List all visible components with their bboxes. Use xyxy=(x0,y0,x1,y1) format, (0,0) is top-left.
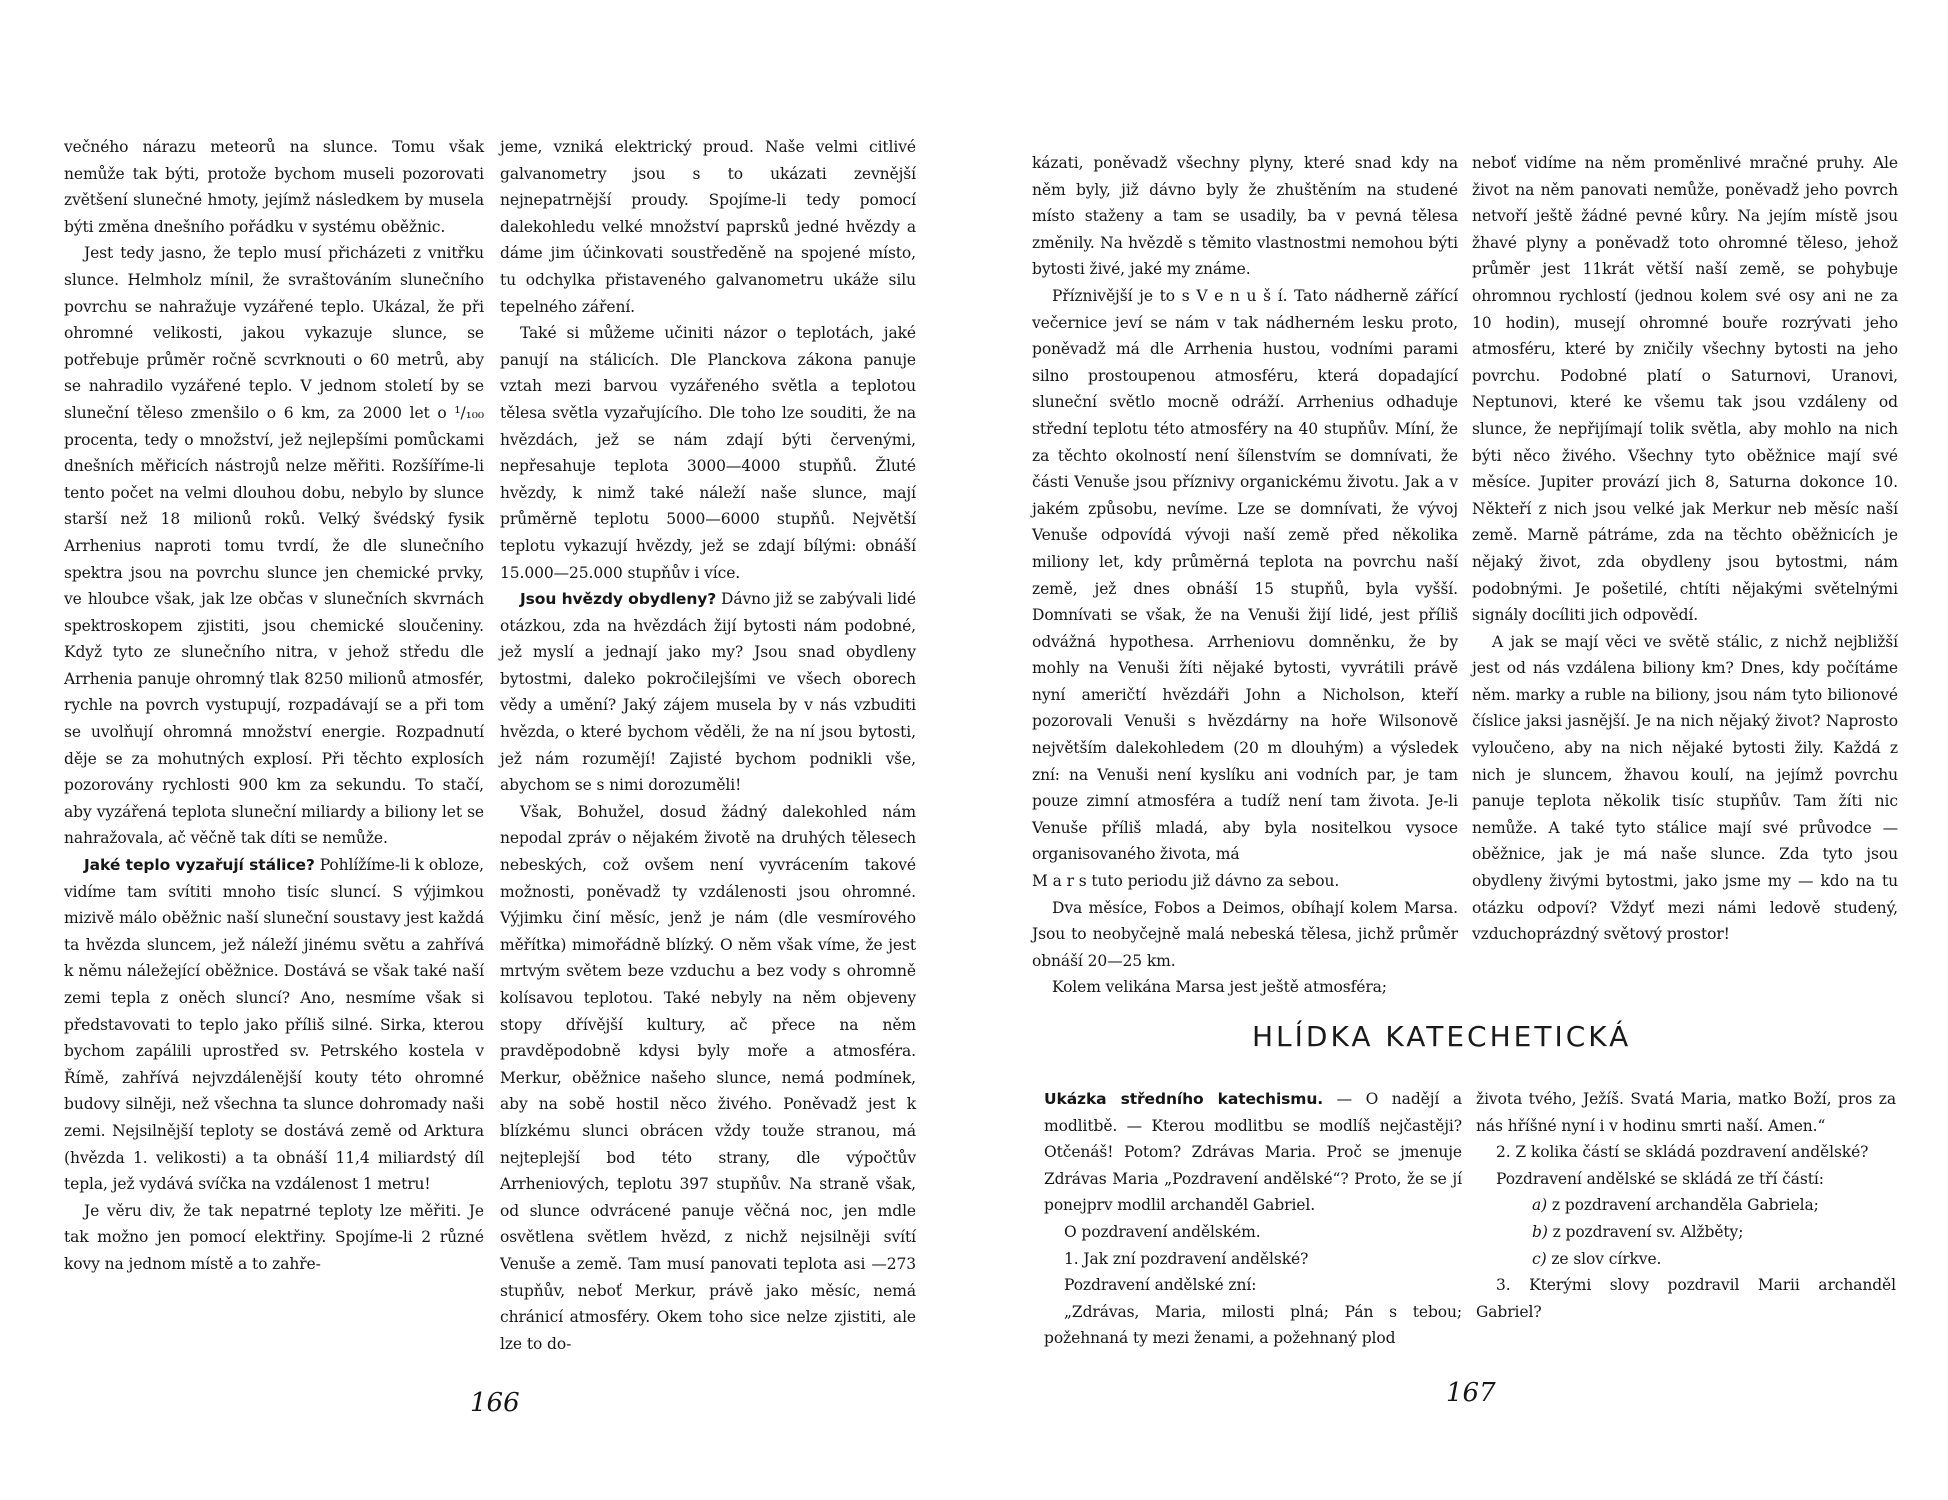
section-heading: HLÍDKA KATECHETICKÁ xyxy=(1252,1020,1632,1053)
paragraph-lead: Jsou hvězdy obydleny? xyxy=(520,590,717,609)
paragraph: Je věru div, že tak nepatrné teploty lze měřiti. Je tak možno jen pomocí elektřiny. Spojíme-li 2 různé kovy na jednom místě a to zahře- xyxy=(64,1201,484,1273)
catechism-column-2 xyxy=(1476,1086,1896,1325)
paragraph: M a r s tuto periodu již dávno za sebou. xyxy=(1032,872,1340,891)
paragraph: A jak se mají věci ve světě stálic, z nichž nejbližší jest od nás vzdálena biliony km? Dnes, kdy počítáme něm. marky a ruble na biliony, jsou nám tyto bilionové číslice jaksi jasnější. Je na nich nějaký život? Naprosto vyloučeno, aby na nich nějaké bytosti žily. Každá z nich je sluncem, žhavou koulí, na jejímž povrchu panuje teplota několik tisíc stupňův. Tam žíti nic nemůže. A také tyto stálice mají své průvodce — oběžnice, jak je má naše slunce. Zda tyto jsou obydleny živými bytostmi, jako jsme my — kdo na tu otázku odpoví? Vždyť mezi námi ledově studený, vzduchoprázdný světový prostor! xyxy=(1472,632,1898,944)
list-marker: c) xyxy=(1532,1249,1547,1268)
paragraph: neboť vidíme na něm proměnlivé mračné pruhy. Ale život na něm panovati nemůže, poněvadž jeho povrch netvoří ještě žádné pevné kůry. Na jejím místě jsou žhavé plyny a poněvadž toto ohromné těleso, jehož průměr jest 11krát větší naší země, se pohybuje ohromnou rychlostí (jednou kolem své osy ani ne za 10 hodin), musejí ohromné bouře rozrývati jeho atmosféru, které by zničily všechny bytosti na jeho povrchu. Podobné platí o Saturnovi, Uranovi, Neptunovi, které ke všemu tak jsou vzdáleny od slunce, že nepřijímají tolik světla, aby mohlo na nich býti něco živého. Všechny tyto oběžnice mají své měsíce. Jupiter provází jich 8, Saturna dokonce 10. Někteří z nich jsou velké jak Merkur neb měsíc naší země. Marně pátráme, zda na těchto oběžnicích je nějaký život, zda obydleny jsou bytostmi, nám podobnými. Je pošetilé, chtíti nějakými světelnými signály docíliti jich odpovědí. xyxy=(1472,154,1898,625)
paragraph: Dva měsíce, Fobos a Deimos, obíhají kolem Marsa. Jsou to neobyčejně malá nebeská tělesa, jichž průměr obnáší 20—25 km. xyxy=(1032,898,1458,970)
spaced-name-mars: M a r s xyxy=(1032,872,1087,891)
paragraph: b) z pozdravení sv. Alžběty; xyxy=(1532,1222,1744,1241)
catechism-column-1 xyxy=(1044,1086,1462,1352)
paragraph: Jsou hvězdy obydleny? Dávno již se zabývali lidé otázkou, zda na hvězdách žijí bytosti nám podobné, jež myslí a jednají jako my? Jsou snad obydleny bytostmi, daleko pokročilejšími ve všech oborech vědy a umění? Jaký zájem musela by v nás vzbuditi hvězda, o které bychom věděli, že na ní jsou bytosti, jež nám rozumějí! Zajisté bychom podnikli vše, abychom se s nimi dorozuměli! xyxy=(500,590,916,795)
paragraph: Však, Bohužel, dosud žádný dalekohled nám nepodal zpráv o nějakém životě na druhých tělesech nebeských, což ovšem není vyvrácením takové možnosti, poněvadž ty vzdálenosti jsou ohromné. Výjimku činí měsíc, jenž je nám (dle vesmírového měřítka) mimořádně blízký. O něm však víme, že jest mrtvým světem beze vzduchu a bez vody s ohromně kolísavou teplotou. Také nebyly na něm objeveny stopy dřívější kultury, ač přece na něm pravděpodobně kdysi byly moře a atmosféra. Merkur, oběžnice našeho slunce, nemá podmínek, aby na sobě hostil něco živého. Poněvadž jest k blízkému slunci obrácen vždy touže stranou, má nejteplejší bod této strany, dle výpočtův Arrheniových, teplotu 397 stupňův. Na straně však, od slunce odvrácené panuje věčná noc, jen mdle osvětlena světlem hvězd, z nichž nejsilněji svítí Venuše a země. Tam musí panovati teplota asi —273 stupňův, neboť Merkur, právě jako měsíc, nemá chránicí atmosféry. Okem toho sice nelze zjistiti, ale lze to do- xyxy=(500,802,916,1353)
paragraph: Pozdravení andělské zní: xyxy=(1064,1276,1257,1295)
paragraph: Pozdravení andělské se skládá ze tří částí: xyxy=(1496,1169,1824,1188)
paragraph: života tvého, Ježíš. Svatá Maria, matko Boží, pros za nás hříšné nyní i v hodinu smrti naší. Amen.“ xyxy=(1476,1090,1896,1135)
paragraph: Příznivější je to s V e n u š í. Tato nádherně zářící večernice jeví se nám v tak nádherném lesku proto, poněvadž má dle Arrhenia hustou, vodními parami silno prostoupenou atmosféru, která dopadající sluneční světlo mocně odráží. Arrhenius odhaduje střední teplotu této atmosféry na 40 stupňův. Míní, že za těchto okolností není šílenstvím se domnívati, že části Venuše jsou příznivy organickému životu. Jak a v jakém způsobu, nevíme. Lze se domnívati, že vývoj Venuše odpovídá vývoji naší země před několika miliony let, kdy průměrná teplota na povrchu naší země, jež dnes obnáší 15 stupňů, byla vyšší. Domnívati se však, že na Venuši žijí lidé, jest příliš odvážná hypothesa. Arrheniovu domněnku, že by mohly na Venuši žíti nějaké bytosti, vyvrátili právě nyní američtí hvězdáři John a Nicholson, kteří pozorovali Venuši s hvězdárny na hoře Wilsonově největším dalekohledem (20 m dlouhým) a výsledek zní: na Venuši není kyslíku ani vodních par, je tam pouze zimní atmosféra a tudíž není tam života. Je-li Venuše příliš mladá, aby byla nositelkou vysoce organisovaného života, má xyxy=(1032,286,1458,864)
right-page-column-2 xyxy=(1472,150,1898,948)
page-number-left: 166 xyxy=(470,1388,520,1418)
page-number-right: 167 xyxy=(1446,1378,1496,1408)
paragraph: „Zdrávas, Maria, milosti plná; Pán s tebou; požehnaná ty mezi ženami, a požehnaný plod xyxy=(1044,1302,1462,1348)
left-page-column-2 xyxy=(500,134,916,1357)
paragraph: O pozdravení andělském. xyxy=(1064,1222,1261,1241)
paragraph: Ukázka středního katechismu. — O nadějí a modlitbě. — Kterou modlitbu se modlíš nejčastěji? Otčenáš! Potom? Zdrávas Maria. Proč se jmenuje Zdrávas Maria „Pozdravení andělské“? Proto, že se jí ponejprv modlil archanděl Gabriel. xyxy=(1044,1090,1462,1215)
spaced-name-venus: V e n u š í xyxy=(1196,286,1283,305)
paragraph: kázati, poněvadž všechny plyny, které snad kdy na něm byly, již dávno byly že zhuštěním na studené místo staženy a tam se usadily, ba v pevná tělesa změnily. Na hvězdě s těmito vlastnostmi nemohou býti bytosti živé, jaké my známe. xyxy=(1032,154,1458,279)
paragraph: Jest tedy jasno, že teplo musí přicházeti z vnitřku slunce. Helmholz mínil, že svraštováním slunečního povrchu se nahražuje vyzářené teplo. Ukázal, že při ohromné velikosti, jakou vykazuje slunce, se potřebuje průměr ročně scvrknouti o 60 metrů, aby se nahradilo vyzářené teplo. V jednom století by se sluneční těleso zmenšilo o 6 km, za 2000 let o ¹/₁₀₀ procenta, tedy o množství, jež nejlepšími pomůckami dnešních měřicích nástrojů nelze měřiti. Rozšíříme-li tento počet na velmi dlouhou dobu, nebylo by slunce starší než 18 milionů roků. Velký švédský fysik Arrhenius naproti tomu tvrdí, že dle slunečního spektra jsou na povrchu slunce jen chemické prvky, ve hloubce však, jak lze občas v slunečních skvrnách spektroskopem zjistiti, jsou chemické sloučeniny. Když tyto ze slunečního nitra, v jehož středu dle Arrhenia panuje ohromný tlak 8250 milionů atmosfér, rychle na povrch vystupují, rozpadávají se a při tom se uvolňují ohromná množství energie. Rozpadnutí děje se za mohutných explosí. Při těchto explosích pozorovány rychlosti 900 km za sekundu. To stačí, aby vyzářená teplota sluneční miliardy a biliony let se nahražovala, ač věčně tak díti se nemůže. xyxy=(64,244,484,848)
paragraph: a) z pozdravení archanděla Gabriela; xyxy=(1532,1196,1819,1215)
paragraph: Kolem velikána Marsa jest ještě atmosféra; xyxy=(1052,978,1387,997)
paragraph: 3. Kterými slovy pozdravil Marii archanděl Gabriel? xyxy=(1476,1276,1896,1321)
paragraph: 2. Z kolika částí se skládá pozdravení andělské? xyxy=(1496,1143,1869,1162)
list-marker: b) xyxy=(1532,1222,1548,1241)
left-page-column-1 xyxy=(64,134,484,1278)
paragraph-lead: Jaké teplo vyzařují stálice? xyxy=(84,856,315,875)
right-page-column-1 xyxy=(1032,150,1458,1001)
paragraph: c) ze slov církve. xyxy=(1532,1249,1662,1268)
paragraph: Také si můžeme učiniti názor o teplotách, jaké panují na stálicích. Dle Planckova zákona panuje vztah mezi barvou vyzářeného světla a teplotou tělesa světla vyzařujícího. Dle toho lze souditi, že na hvězdách, jež se nám zdají býti červenými, nepřesahuje teplota 3000—4000 stupňů. Žluté hvězdy, k nimž také náleží naše slunce, mají průměrně teplotu 5000—6000 stupňů. Největší teplotu vykazují hvězdy, jež se zdají bílými: obnáší 15.000—25.000 stupňův i více. xyxy=(500,324,916,582)
paragraph: večného nárazu meteorů na slunce. Tomu však nemůže tak býti, protože bychom museli pozorovati zvětšení slunečné hmoty, jejímž následkem by musela býti změna dnešního pořádku v systému oběžnic. xyxy=(64,138,484,236)
paragraph: Jaké teplo vyzařují stálice? Pohlížíme-li k obloze, vidíme tam svítiti mnoho tisíc sluncí. S výjimkou mizivě málo oběžnic naší sluneční soustavy jest každá ta hvězda sluncem, jež náleží jinému světu a zahřívá k němu náležející oběžnice. Dostává se však také naší zemi tepla z oněch sluncí? Ano, nesmíme však si představovati to teplo jako příliš silné. Sirka, kterou bychom zapálili uprostřed sv. Petrského kostela v Římě, zahřívá nejvzdálenější kouty této ohromné budovy silněji, než všechna ta slunce dohromady naši zemi. Nejsilnější teploty se dostává země od Arktura (hvězda 1. velikosti) a ta obnáší 11,4 miliardstý díl tepla, jež vydává svíčka na vzdálenost 1 metru! xyxy=(64,856,485,1194)
paragraph: 1. Jak zní pozdravení andělské? xyxy=(1064,1249,1309,1268)
paragraph-lead: Ukázka středního katechismu. xyxy=(1044,1090,1324,1108)
list-marker: a) xyxy=(1532,1196,1548,1215)
paragraph: jeme, vzniká elektrický proud. Naše velmi citlivé galvanometry jsou s to ukázati zevnější nejnepatrnější proudy. Spojíme-li tedy pomocí dalekohledu velké množství paprsků jedné hvězdy a dáme jim účinkovati soustředěně na spojené místo, tu odchylka přistaveného galvanometru ukáže silu tepelného záření. xyxy=(500,138,916,316)
